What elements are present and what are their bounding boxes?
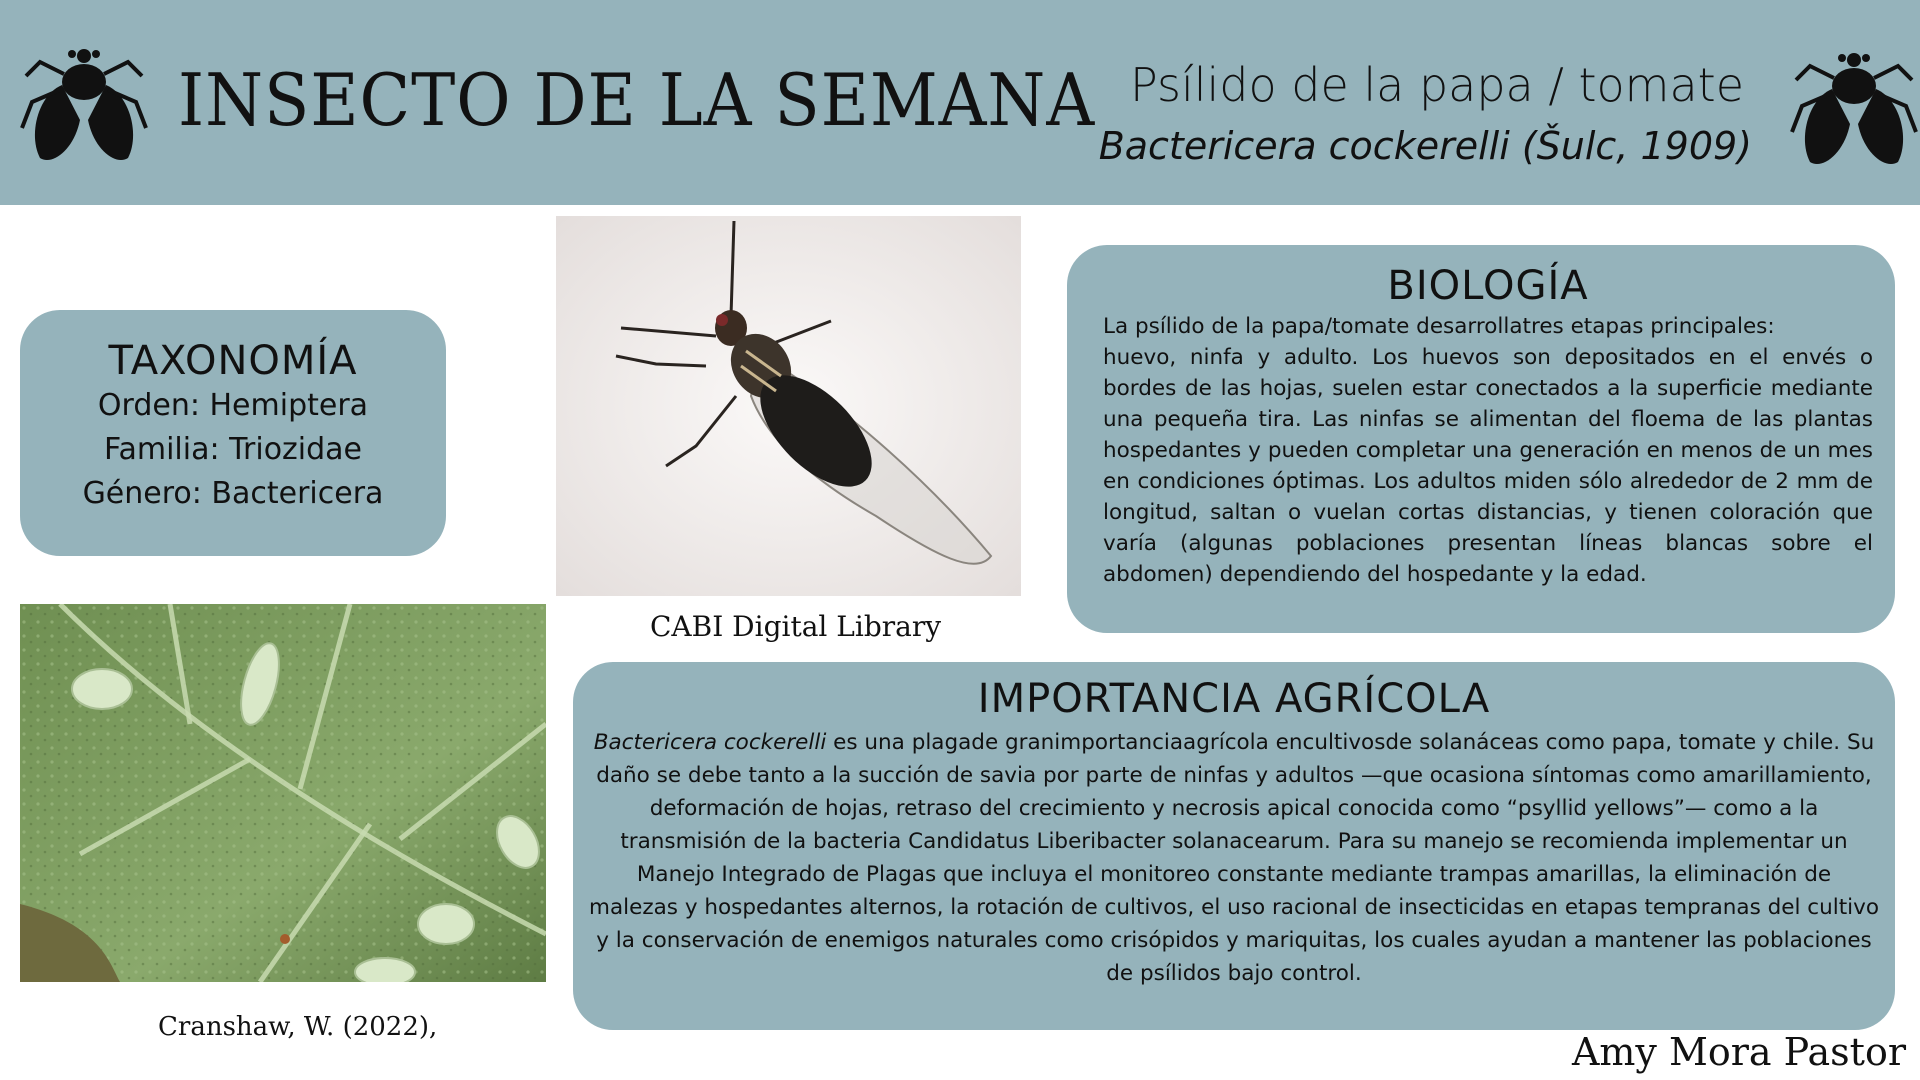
adult-photo-credit: CABI Digital Library [650,610,942,643]
importance-card [573,662,1895,1030]
importance-body: es una plagade granimportanciaagrícola encultivosde solanáceas como papa, tomate y chile. Su daño se debe tanto a la succión de savia por parte de ninfas y adultos —que ocasiona síntomas como amarillamiento, deformación de hojas, retraso del crecimiento y necrosis apical conocida como “psyllid yellows”— como a la transmisión de la bacteria Candidatus Liberibacter solanacearum. Para su manejo se recomienda implementar un Manejo Integrado de Plagas que incluya el monitoreo constante mediante trampas amarillas, la eliminación de malezas y hospedantes alternos, la rotación de cultivos, el uso racional de insecticidas en etapas tempranas del cultivo y la conservación de enemigos naturales como crisópidos y mariquitas, los cuales ayudan a mantener las poblaciones de psílidos bajo control. [589,730,1879,986]
importance-species: Bactericera cockerelli [593,730,827,755]
adult-psyllid-photo [556,216,1021,596]
header-banner [0,0,1920,205]
nymph-leaf-photo [20,604,546,982]
author-name: Amy Mora Pastor [1571,1030,1906,1074]
taxonomy-card [20,310,446,556]
taxonomy-family: Familia: Triozidae [103,432,363,467]
importance-text [589,726,1879,990]
fly-icon [18,40,150,168]
biology-card [1067,245,1895,633]
biology-body: huevo, ninfa y adulto. Los huevos son depositados en el envés o bordes de las hojas, suelen estar conectados a la superficie mediante una pequeña tira. Las ninfas se alimentan del floema de las plantas hospedantes y pueden completar una generación en menos de un mes en condiciones óptimas. Los adultos miden sólo alrededor de 2 mm de longitud, saltan o vuelan cortas distancias, y tienen coloración que varía (algunas poblaciones presentan líneas blancas sobre el abdomen) dependiendo del hospedante y la edad. [1103,345,1873,587]
taxonomy-order: Orden: Hemiptera [97,388,369,423]
taxonomy-heading: TAXONOMÍA [108,338,358,384]
fly-icon [1788,44,1920,172]
page-title: INSECTO DE LA SEMANA [178,58,1096,142]
taxonomy-genus: Género: Bactericera [82,476,384,511]
biology-intro: La psílido de la papa/tomate desarrollatres etapas principales: [1103,314,1775,339]
biology-heading: BIOLOGÍA [1387,263,1589,309]
importance-heading: IMPORTANCIA AGRÍCOLA [977,676,1491,722]
scientific-name: Bactericera cockerelli (Šulc, 1909) [1098,124,1752,168]
biology-text [1103,311,1873,590]
common-name: Psílido de la papa / tomate [1130,58,1744,112]
nymph-photo-credit: Cranshaw, W. (2022), [158,1012,438,1042]
